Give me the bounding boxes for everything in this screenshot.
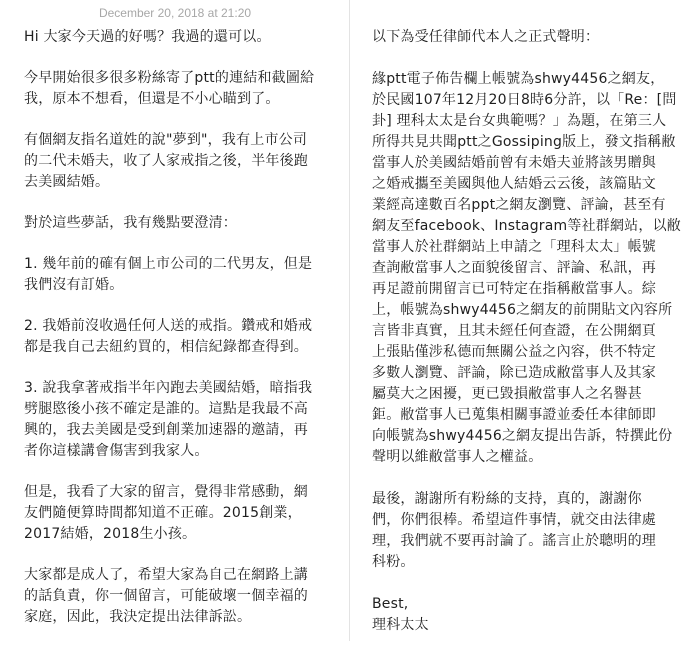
timestamp: December 20, 2018 at 21:20 <box>98 6 252 20</box>
statement-heading: 以下為受任律師代本人之正式聲明： <box>372 29 600 45</box>
paragraph-point-3: 3. 說我拿著戒指半年內跑去美國結婚，暗指我 劈腿愍後小孩不確定是誰的。這點是我最不高 興的，我去美國是受到創業加速器的邀請，再 者你這樣講會傷害到我家人。 <box>24 380 313 459</box>
statement-body: 緣ptt電子佈告欄上帳號為shwy4456之網友， 於民國107年12月20日8時6分許，以「Re：[問 卦] 理科太太是台女典範嗎？」為題，在第三人 所得共見共聞ptt之Gossiping版上，發文指稱敝 當事人於美國結婚前曾有未婚夫並將該男贈與 之婚戒攜至美國與他人結婚云云後，該篇貼文 業經高達數百名ppt之網友瀏覽、評論，甚至有 網友至facebook、Instagram等社群網站，以敝 當事人於社群網站上申請之「理科太太」帳號 查詢敝當事人之面貌後留言、評論、私訊，再 再足證前開留言已可特定在指稱敝當事人。綜 上，帳號為shwy4456之網友的前開貼文內容所 言皆非真實，且其未經任何查證，在公開網頁 上張貼僅涉私德而無關公益之內容，供不特定 多數人瀏覽、評論，除已造成敝當事人及其家 屬莫大之困擾，更已毀損敝當事人之名譽甚 鉅。敝當事人已蒐集相關事證並委任本律師即 向帳號為shwy4456之網友提出告訴，特撰此份 聲明以維敝當事人之權益。 <box>372 71 681 465</box>
paragraph-thanks-readers: 但是，我看了大家的留言，覺得非常感動，網 友們隨便算時間都知道不正確。2015創業， 2017結婚，2018生小孩。 <box>24 484 308 542</box>
column-divider <box>349 0 350 641</box>
paragraph-rumor: 有個網友指名道姓的說"夢到"，我有上市公司 的二代未婚夫，收了人家戒指之後，半年後跑 去美國結婚。 <box>24 132 308 190</box>
paragraph-point-2: 2. 我婚前沒收過任何人送的戒指。鑽戒和婚戒 都是我自己去紐約買的，相信紀錄都查得到。 <box>24 318 313 355</box>
paragraph-legal-action: 大家都是成人了，希望大家為自己在網路上講 的話負責，你一個留言，可能破壞一個幸福的 家庭，因此，我決定提出法律訴訟。 <box>24 567 308 625</box>
paragraph-intro: 今早開始很多很多粉絲寄了ptt的連結和截圖給 我，原本不想看，但還是不小心瞄到了。 <box>24 70 315 107</box>
signature: Best, 理科太太 <box>372 596 429 633</box>
paragraph-clarify-lead: 對於這些夢話，我有幾點要澄清： <box>24 215 237 231</box>
paragraph-greeting: Hi 大家今天過的好嗎？我過的還可以。 <box>24 29 271 45</box>
left-column <box>24 27 336 648</box>
paragraph-point-1: 1. 幾年前的確有個上市公司的二代男友，但是 我們沒有訂婚。 <box>24 256 313 293</box>
right-column <box>372 27 690 636</box>
paragraph-closing-thanks: 最後，謝謝所有粉絲的支持，真的，謝謝你 們，你們很棒。希望這件事情，就交由法律處 理，我們就不要再討論了。謠言止於聰明的理 科粉。 <box>372 491 656 570</box>
